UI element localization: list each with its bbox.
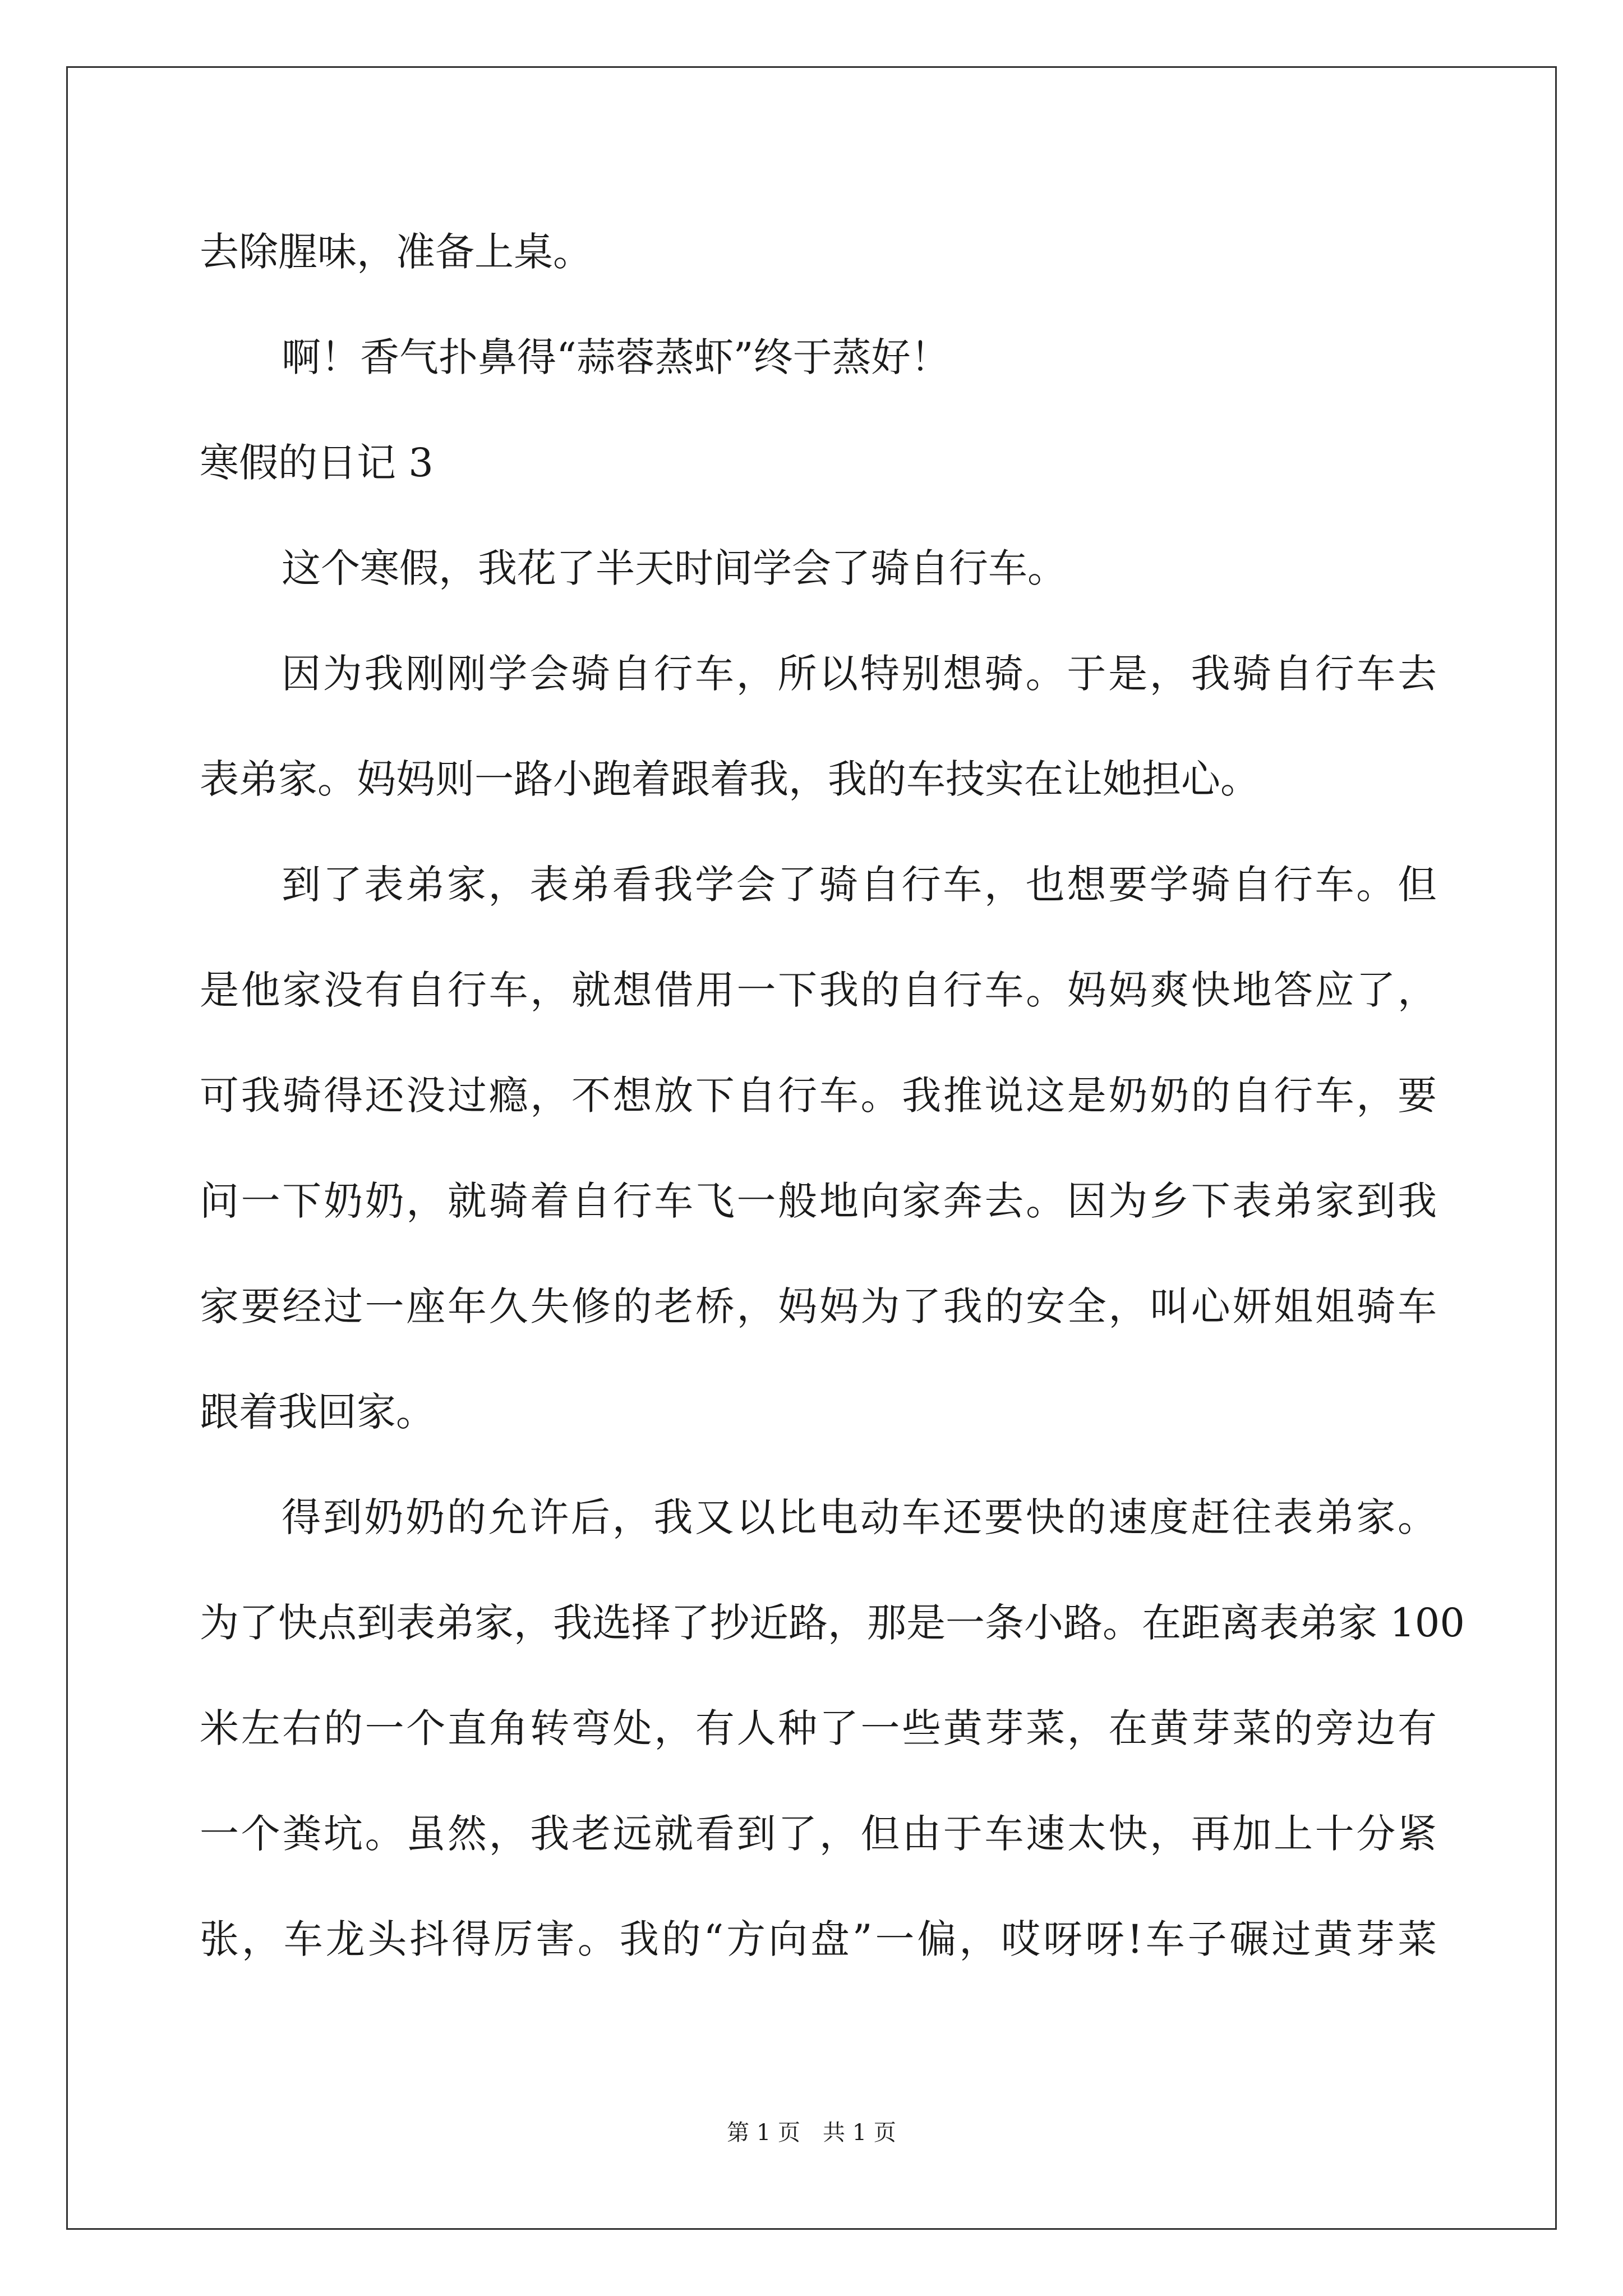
text-line-1: 去除腥味，准备上桌。 xyxy=(200,229,592,275)
text-line-15: 米左右的一个直角转弯处，有人种了一些黄芽菜，在黄芽菜的旁边有 xyxy=(200,1705,1437,1751)
text-line-13: 得到奶奶的允许后，我又以比电动车还要快的速度赶往表弟家。 xyxy=(282,1494,1437,1540)
text-line-6: 表弟家。妈妈则一路小跑着跟着我，我的车技实在让她担心。 xyxy=(200,756,1260,802)
text-line-2: 啊！香气扑鼻得“蒜蓉蒸虾”终于蒸好！ xyxy=(282,334,950,380)
section-heading: 寒假的日记 3 xyxy=(200,440,434,486)
text-line-5: 因为我刚刚学会骑自行车，所以特别想骑。于是，我骑自行车去 xyxy=(282,651,1437,697)
text-line-9: 可我骑得还没过瘾，不想放下自行车。我推说这是奶奶的自行车，要 xyxy=(200,1073,1437,1119)
text-line-7: 到了表弟家，表弟看我学会了骑自行车，也想要学骑自行车。但 xyxy=(282,862,1437,908)
text-line-10: 问一下奶奶，就骑着自行车飞一般地向家奔去。因为乡下表弟家到我 xyxy=(200,1178,1437,1224)
text-line-4: 这个寒假，我花了半天时间学会了骑自行车。 xyxy=(282,545,1067,591)
document-body xyxy=(200,199,1465,1992)
text-line-17: 张，车龙头抖得厉害。我的“方向盘”一偏，哎呀呀!车子碾过黄芽菜 xyxy=(200,1916,1437,1962)
text-line-14: 为了快点到表弟家，我选择了抄近路，那是一条小路。在距离表弟家 100 xyxy=(200,1600,1465,1646)
text-line-12: 跟着我回家。 xyxy=(200,1389,435,1435)
page-number-footer: 第 1 页 共 1 页 xyxy=(727,2120,896,2146)
text-line-16: 一个粪坑。虽然，我老远就看到了，但由于车速太快，再加上十分紧 xyxy=(200,1811,1437,1857)
text-line-8: 是他家没有自行车，就想借用一下我的自行车。妈妈爽快地答应了， xyxy=(200,967,1437,1013)
text-line-11: 家要经过一座年久失修的老桥，妈妈为了我的安全，叫心妍姐姐骑车 xyxy=(200,1283,1437,1329)
